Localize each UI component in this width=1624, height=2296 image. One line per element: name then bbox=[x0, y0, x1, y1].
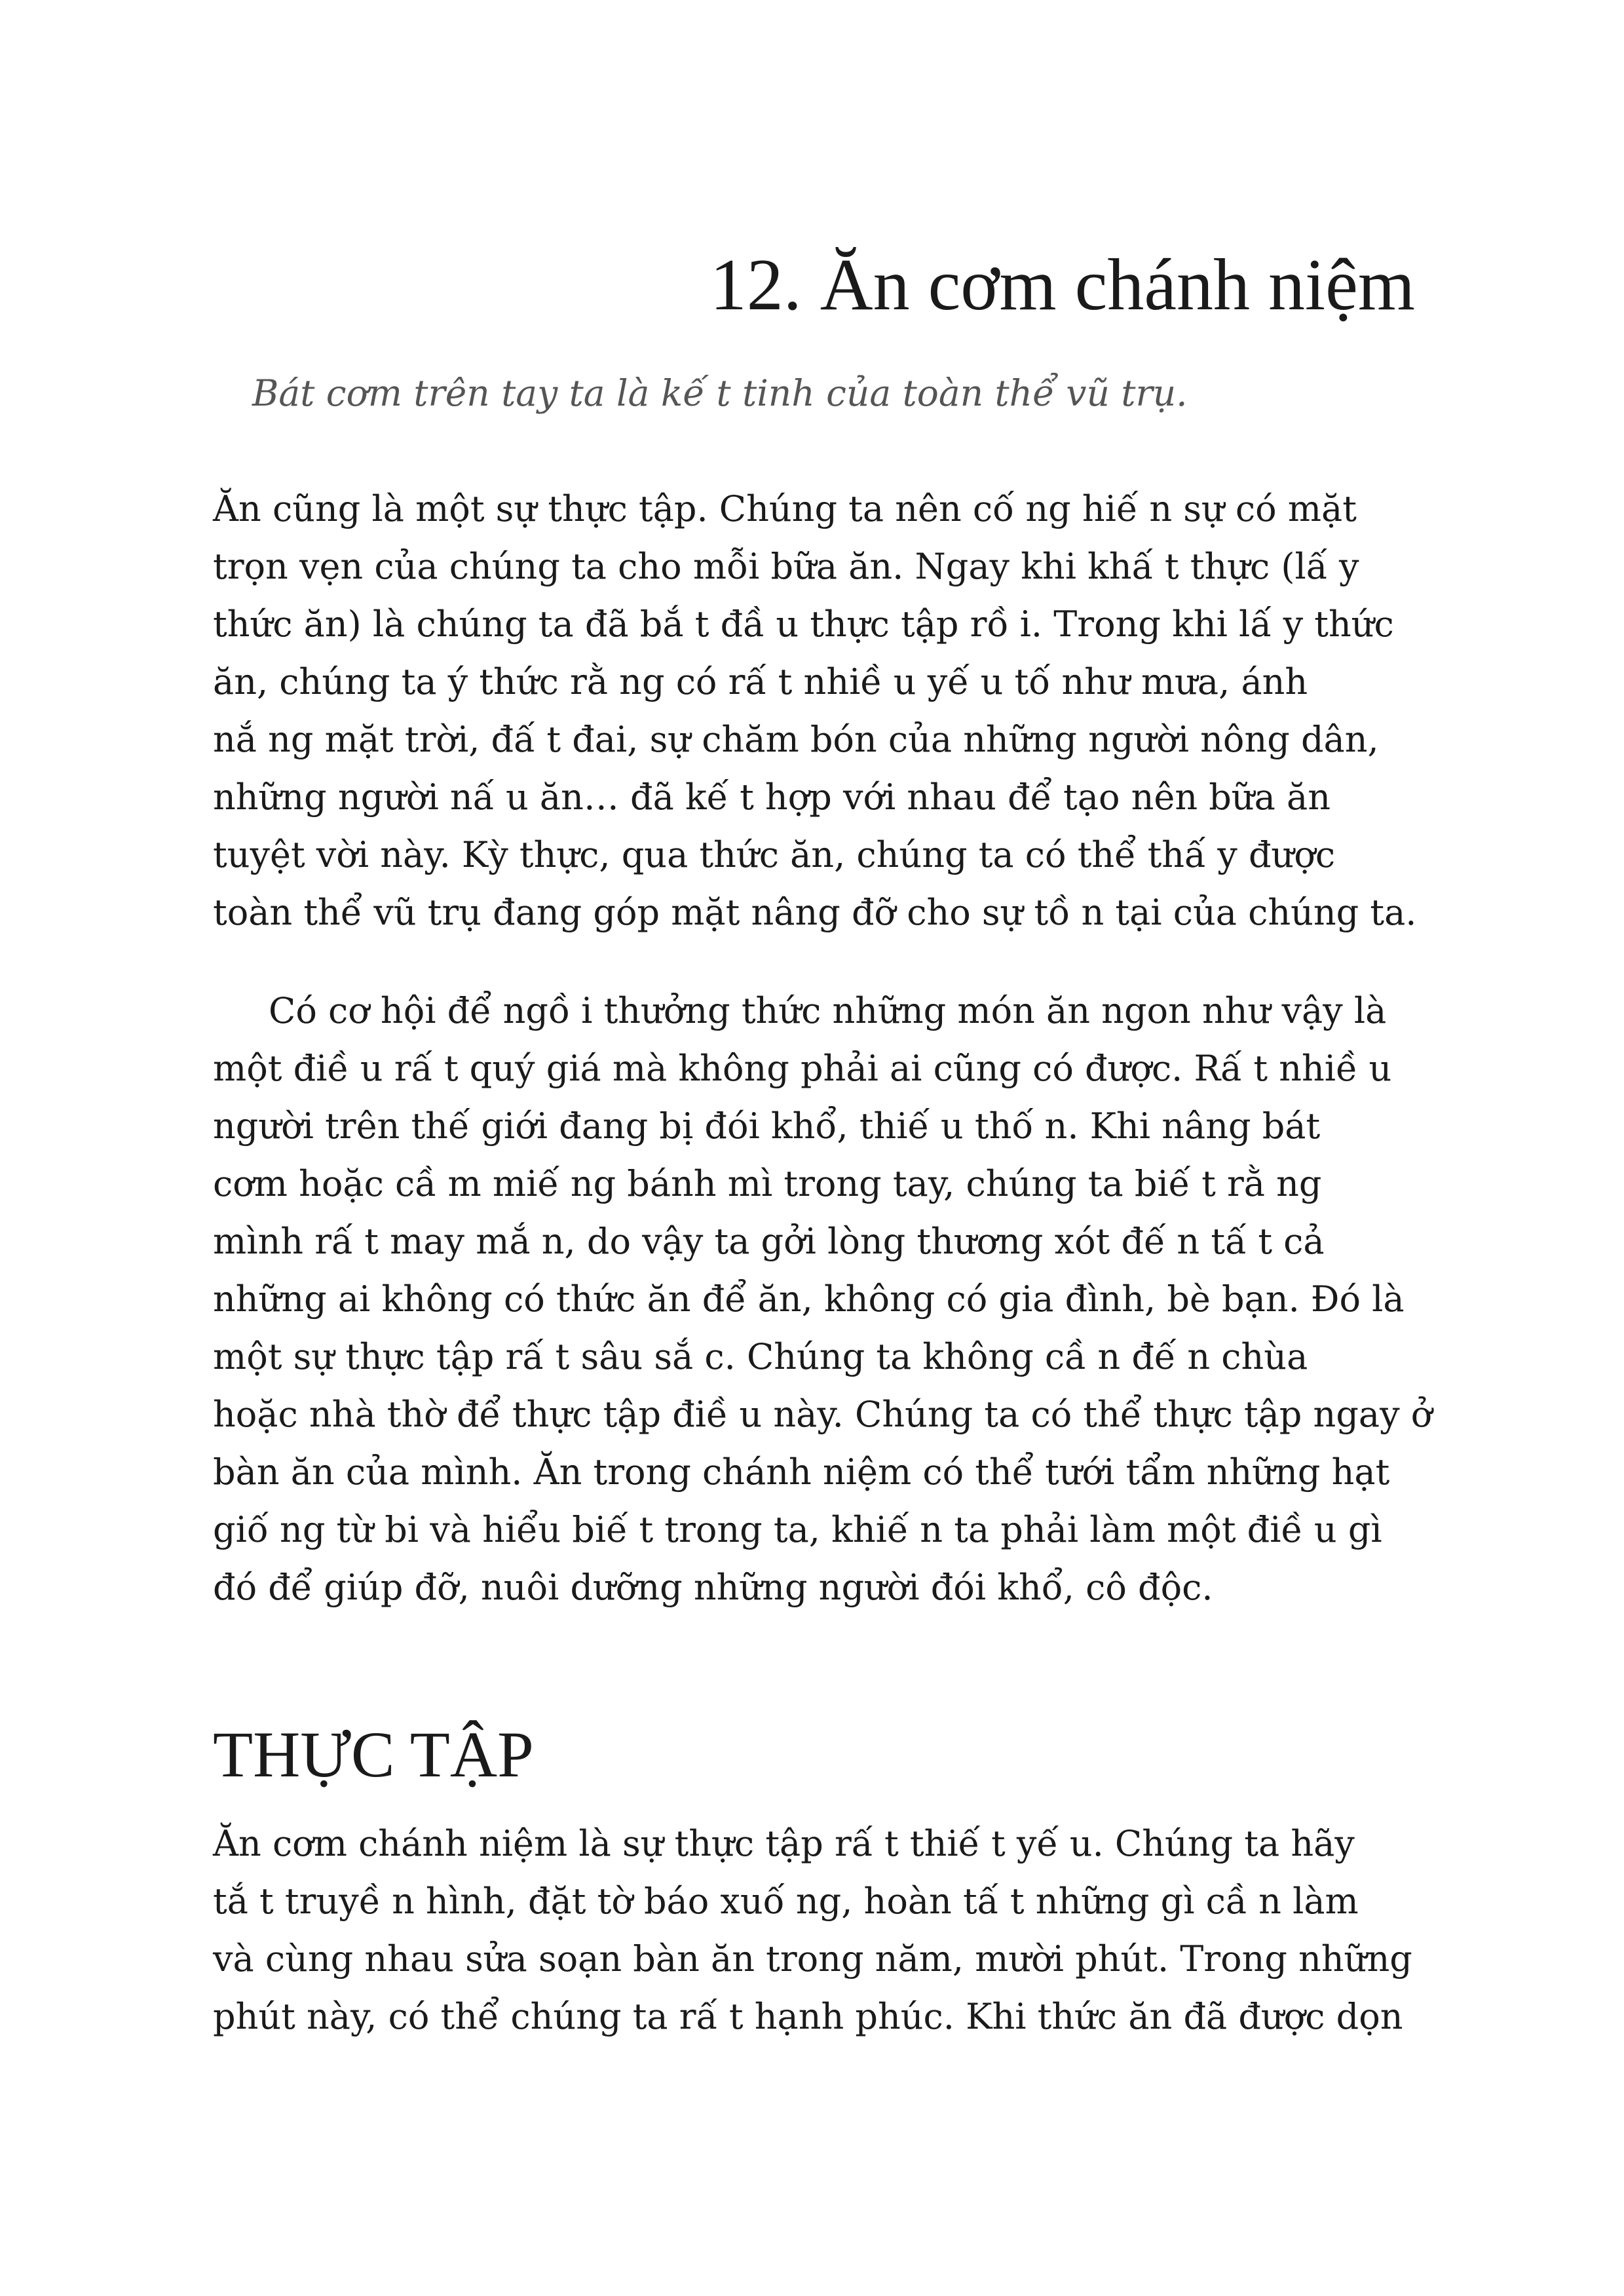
paragraph-line: người trên thế giới đang bị đói khổ, thiế u thố n. Khi nâng bát bbox=[213, 1105, 1321, 1147]
paragraph-line: tắ t truyề n hình, đặt tờ báo xuố ng, hoàn tấ t những gì cầ n làm bbox=[213, 1881, 1359, 1922]
section-heading: THỰC TẬP bbox=[213, 1718, 534, 1791]
chapter-epigraph: Bát cơm trên tay ta là kế t tinh của toàn thể vũ trụ. bbox=[252, 372, 1188, 414]
paragraph-line: những ai không có thức ăn để ăn, không có gia đình, bè bạn. Đó là bbox=[213, 1278, 1405, 1320]
paragraph-line: đó để giúp đỡ, nuôi dưỡng những người đói khổ, cô độc. bbox=[213, 1567, 1213, 1608]
paragraph-line: cơm hoặc cầ m miế ng bánh mì trong tay, chúng ta biế t rằ ng bbox=[213, 1163, 1322, 1204]
paragraph-line: phút này, có thể chúng ta rấ t hạnh phúc. Khi thức ăn đã được dọn bbox=[213, 1996, 1403, 2037]
paragraph-line: một điề u rấ t quý giá mà không phải ai cũng có được. Rấ t nhiề u bbox=[213, 1048, 1392, 1089]
paragraph-line: trọn vẹn của chúng ta cho mỗi bữa ăn. Ngay khi khấ t thực (lấ y bbox=[213, 546, 1359, 587]
paragraph-line: Ăn cũng là một sự thực tập. Chúng ta nên cố ng hiế n sự có mặt bbox=[213, 488, 1357, 529]
paragraph-1 bbox=[213, 480, 1431, 942]
paragraph-line: và cùng nhau sửa soạn bàn ăn trong năm, mười phút. Trong những bbox=[213, 1938, 1412, 1980]
paragraph-line: bàn ăn của mình. Ăn trong chánh niệm có thể tưới tẩm những hạt bbox=[213, 1451, 1390, 1493]
paragraph-line: mình rấ t may mắ n, do vậy ta gởi lòng thương xót đế n tấ t cả bbox=[213, 1221, 1325, 1262]
paragraph-line: giố ng từ bi và hiểu biế t trong ta, khiế n ta phải làm một điề u gì bbox=[213, 1509, 1382, 1550]
paragraph-line: nắ ng mặt trời, đấ t đai, sự chăm bón của những người nông dân, bbox=[213, 719, 1379, 760]
paragraph-line: ăn, chúng ta ý thức rằ ng có rấ t nhiề u yế u tố như mưa, ánh bbox=[213, 661, 1308, 702]
paragraph-line: những người nấ u ăn… đã kế t hợp với nhau để tạo nên bữa ăn bbox=[213, 776, 1331, 818]
paragraph-line: một sự thực tập rấ t sâu sắ c. Chúng ta không cầ n đế n chùa bbox=[213, 1336, 1308, 1377]
paragraph-line: tuyệt vời này. Kỳ thực, qua thức ăn, chúng ta có thể thấ y được bbox=[213, 834, 1336, 875]
paragraph-line: thức ăn) là chúng ta đã bắ t đầ u thực tập rồ i. Trong khi lấ y thức bbox=[213, 603, 1394, 645]
paragraph-line: toàn thể vũ trụ đang góp mặt nâng đỡ cho sự tồ n tại của chúng ta. bbox=[213, 892, 1417, 933]
paragraph-line: Có cơ hội để ngồ i thưởng thức những món ăn ngon như vậy là bbox=[269, 990, 1387, 1031]
paragraph-3 bbox=[213, 1815, 1431, 2046]
paragraph-line: hoặc nhà thờ để thực tập điề u này. Chúng ta có thể thực tập ngay ở bbox=[213, 1394, 1433, 1435]
paragraph-line: Ăn cơm chánh niệm là sự thực tập rấ t thiế t yế u. Chúng ta hãy bbox=[213, 1823, 1355, 1864]
paragraph-2 bbox=[213, 982, 1431, 1617]
chapter-title: 12. Ăn cơm chánh niệm bbox=[709, 244, 1415, 326]
